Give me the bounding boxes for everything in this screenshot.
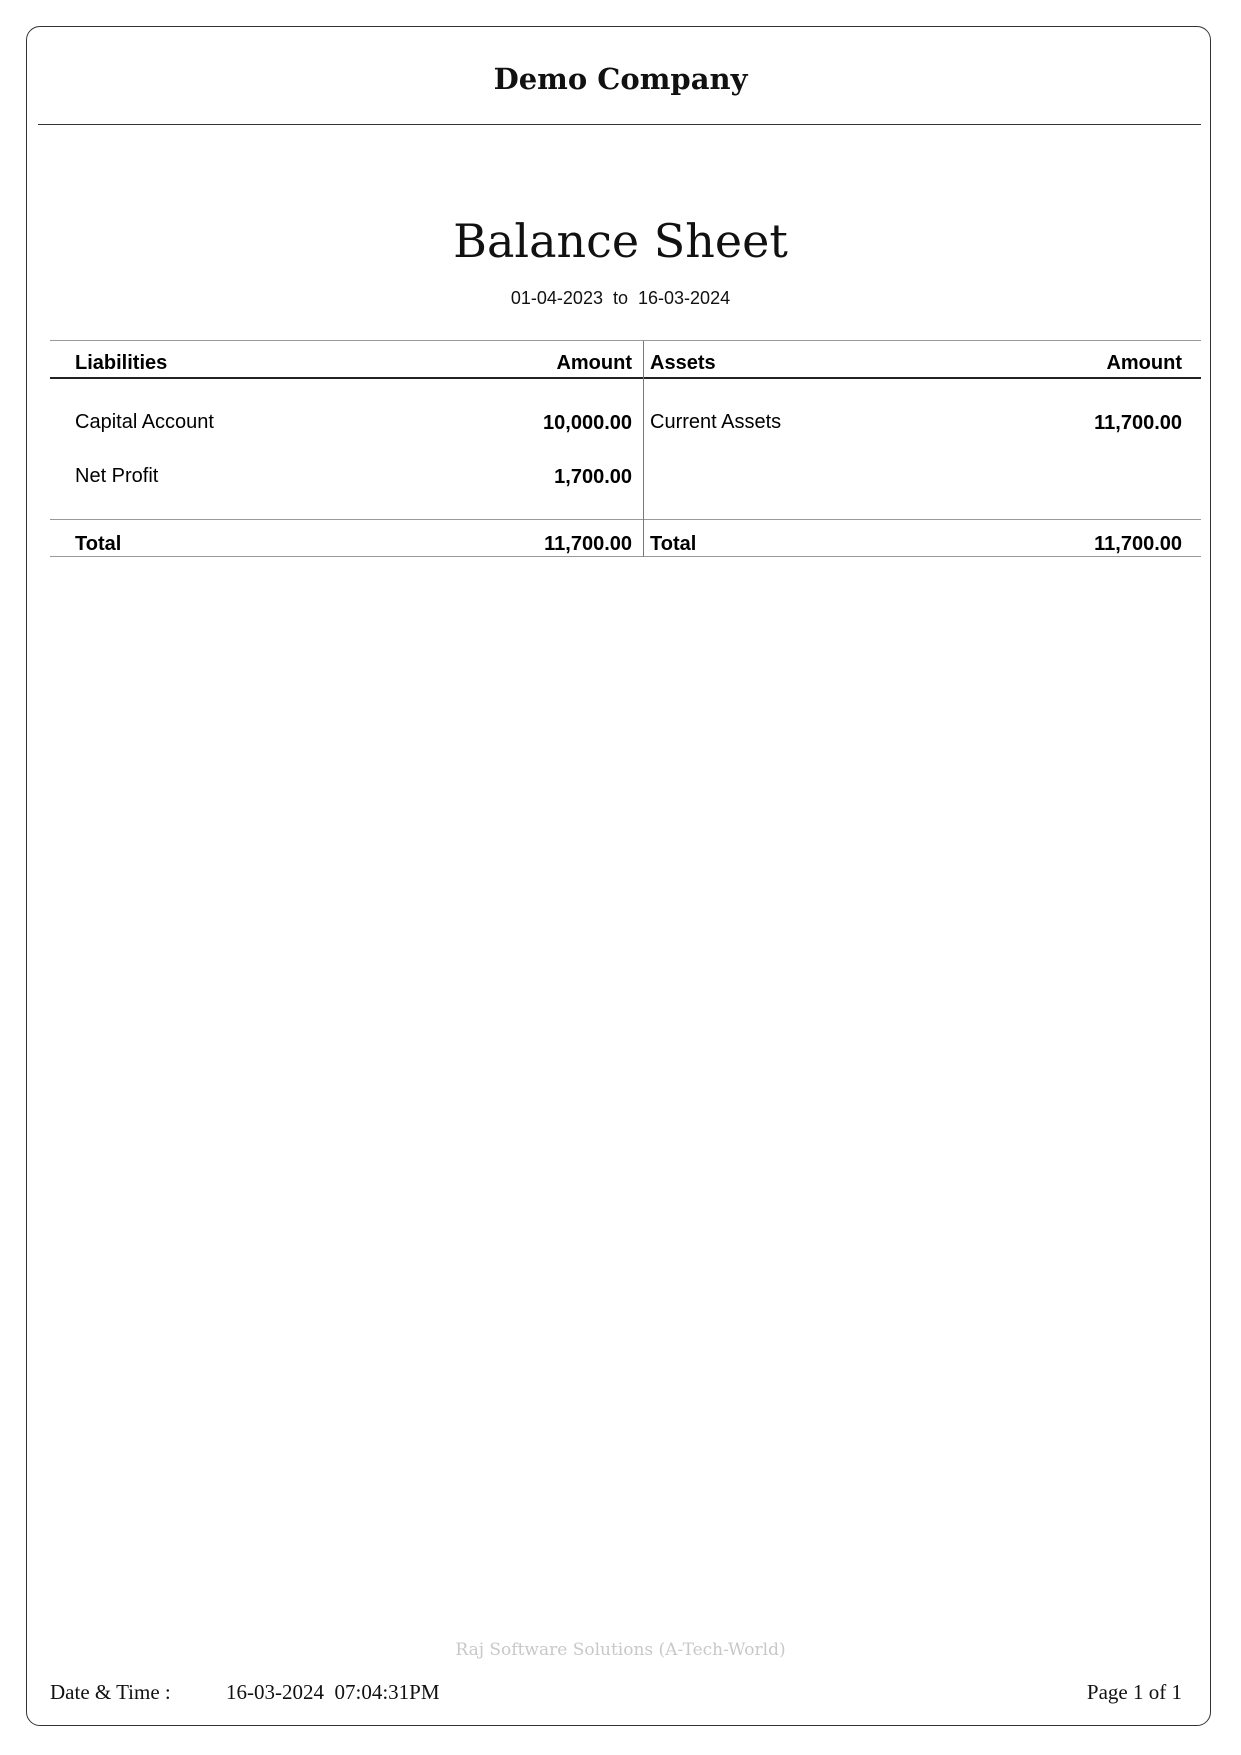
header-liabilities: Liabilities xyxy=(75,352,168,374)
header-bottom-rule xyxy=(50,377,1201,379)
header-assets-amount: Amount xyxy=(1106,352,1182,374)
liability-amount: 1,700.00 xyxy=(554,466,632,488)
software-watermark: Raj Software Solutions (A-Tech-World) xyxy=(455,1640,786,1660)
totals-top-rule xyxy=(50,519,1201,520)
table-bottom-rule xyxy=(50,556,1201,557)
footer-time: 07:04:31PM xyxy=(334,1680,440,1704)
liabilities-total-amount: 11,700.00 xyxy=(544,533,632,555)
liabilities-total-label: Total xyxy=(75,533,122,555)
page-border xyxy=(26,26,1211,1726)
asset-name: Current Assets xyxy=(650,411,782,433)
liability-name: Capital Account xyxy=(75,411,214,433)
header-assets: Assets xyxy=(650,352,716,374)
from-date: 01-04-2023 xyxy=(510,288,603,308)
footer-page-number: Page 1 of 1 xyxy=(1086,1680,1182,1704)
footer-datetime-label: Date & Time : xyxy=(50,1680,171,1704)
report-period xyxy=(0,288,1241,309)
footer-datetime xyxy=(226,1680,440,1704)
liability-name: Net Profit xyxy=(75,465,159,487)
to-word: to xyxy=(612,288,628,308)
assets-total-label: Total xyxy=(650,533,697,555)
table-top-rule xyxy=(50,340,1201,341)
report-title: Balance Sheet xyxy=(453,214,788,268)
assets-total-amount: 11,700.00 xyxy=(1094,533,1182,555)
header-liabilities-amount: Amount xyxy=(556,352,632,374)
company-name: Demo Company xyxy=(493,62,748,96)
footer-date: 16-03-2024 xyxy=(226,1680,324,1704)
to-date: 16-03-2024 xyxy=(638,288,731,308)
asset-amount: 11,700.00 xyxy=(1094,412,1182,434)
liability-amount: 10,000.00 xyxy=(543,412,632,434)
column-divider xyxy=(643,341,644,557)
header-divider xyxy=(38,124,1201,125)
